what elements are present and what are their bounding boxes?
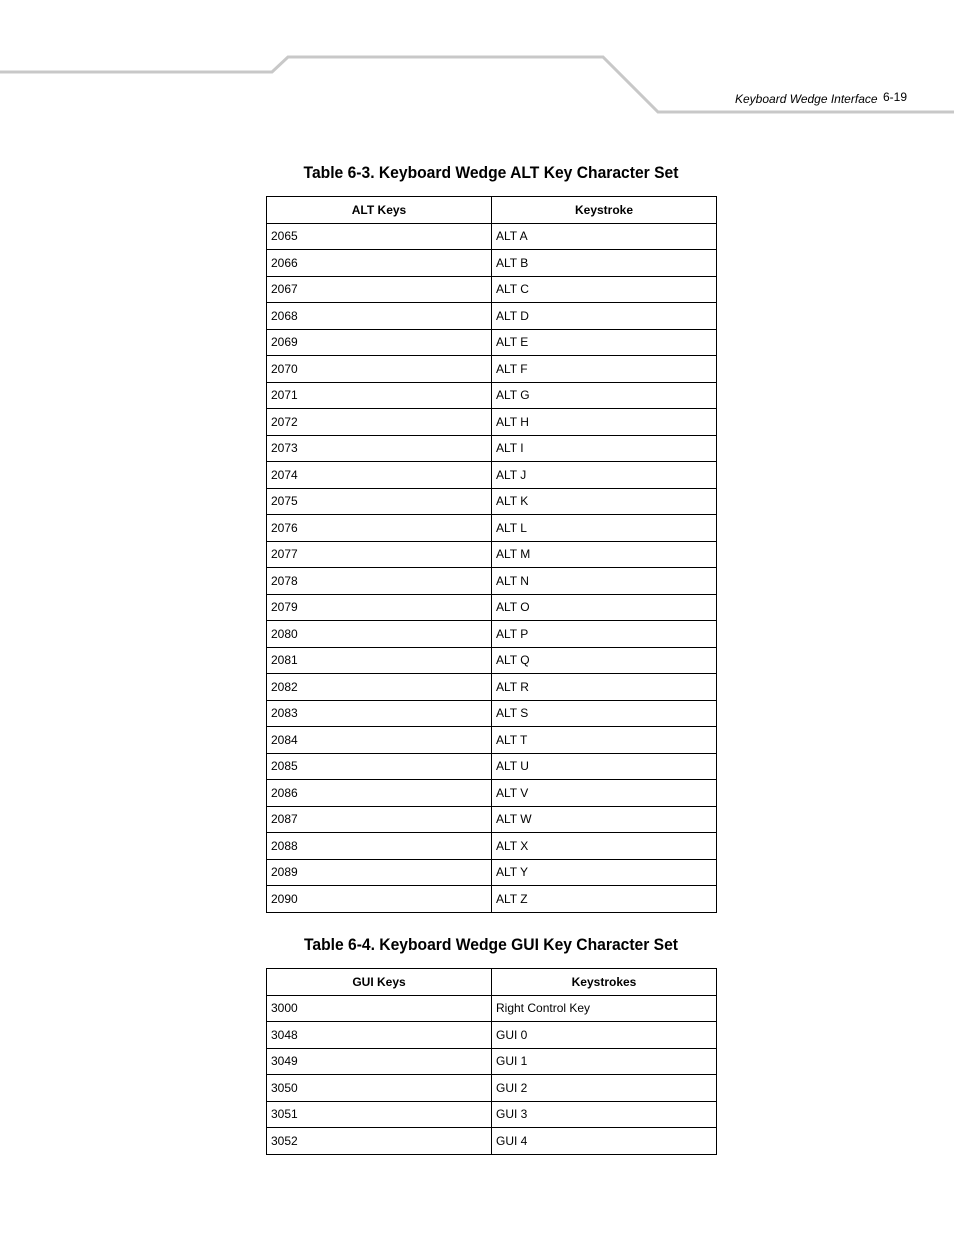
key-code-cell: 2088: [267, 833, 492, 860]
key-code-cell: 2070: [267, 356, 492, 383]
keystroke-cell: Right Control Key: [492, 995, 717, 1022]
keystroke-cell: ALT M: [492, 541, 717, 568]
keystroke-cell: GUI 1: [492, 1048, 717, 1075]
key-code-cell: 2069: [267, 329, 492, 356]
gui-key-table: [266, 968, 717, 1155]
key-code-cell: 2068: [267, 303, 492, 330]
table-gui-caption: Table 6-4. Keyboard Wedge GUI Key Character Set: [303, 935, 679, 954]
table-row: [267, 995, 717, 1022]
key-code-cell: 2074: [267, 462, 492, 489]
table-row: [267, 780, 717, 807]
table-row: [267, 1048, 717, 1075]
table-row: [267, 568, 717, 595]
keystroke-cell: ALT J: [492, 462, 717, 489]
keystroke-cell: ALT O: [492, 594, 717, 621]
table-row: [267, 541, 717, 568]
table-row: [267, 488, 717, 515]
keystroke-cell: GUI 3: [492, 1101, 717, 1128]
table-row: [267, 621, 717, 648]
header-rule: [0, 0, 954, 130]
keystroke-cell: ALT C: [492, 276, 717, 303]
table-header-row: [267, 969, 717, 996]
table-row: [267, 727, 717, 754]
key-code-cell: 3051: [267, 1101, 492, 1128]
table-row: [267, 303, 717, 330]
table-row: [267, 594, 717, 621]
page-number: 6-19: [883, 90, 908, 104]
table-row: [267, 276, 717, 303]
key-code-cell: 2087: [267, 806, 492, 833]
keystroke-cell: ALT N: [492, 568, 717, 595]
key-code-cell: 2078: [267, 568, 492, 595]
keystroke-cell: ALT E: [492, 329, 717, 356]
keystroke-cell: ALT D: [492, 303, 717, 330]
key-code-cell: 2072: [267, 409, 492, 436]
table-row: [267, 674, 717, 701]
keystroke-cell: ALT Q: [492, 647, 717, 674]
keystroke-cell: ALT X: [492, 833, 717, 860]
table-row: [267, 382, 717, 409]
table-row: [267, 806, 717, 833]
keystroke-cell: ALT W: [492, 806, 717, 833]
keystroke-cell: ALT A: [492, 223, 717, 250]
keystroke-cell: ALT Y: [492, 859, 717, 886]
key-code-cell: 2071: [267, 382, 492, 409]
keystroke-cell: ALT B: [492, 250, 717, 277]
column-header-keystroke: Keystroke: [492, 197, 717, 224]
key-code-cell: 2084: [267, 727, 492, 754]
key-code-cell: 2075: [267, 488, 492, 515]
keystroke-cell: ALT U: [492, 753, 717, 780]
table-row: [267, 435, 717, 462]
table-row: [267, 223, 717, 250]
keystroke-cell: ALT V: [492, 780, 717, 807]
key-code-cell: 2076: [267, 515, 492, 542]
key-code-cell: 2089: [267, 859, 492, 886]
table-row: [267, 409, 717, 436]
table-row: [267, 1075, 717, 1102]
table-header-row: [267, 197, 717, 224]
keystroke-cell: GUI 4: [492, 1128, 717, 1155]
key-code-cell: 2066: [267, 250, 492, 277]
table-alt-caption: Table 6-3. Keyboard Wedge ALT Key Character Set: [303, 163, 679, 182]
key-code-cell: 2077: [267, 541, 492, 568]
table-row: [267, 1101, 717, 1128]
keystroke-cell: ALT I: [492, 435, 717, 462]
column-header-gui-keys: GUI Keys: [267, 969, 492, 996]
table-row: [267, 1022, 717, 1049]
keystroke-cell: ALT R: [492, 674, 717, 701]
keystroke-cell: GUI 2: [492, 1075, 717, 1102]
key-code-cell: 2079: [267, 594, 492, 621]
key-code-cell: 3000: [267, 995, 492, 1022]
table-row: [267, 859, 717, 886]
table-row: [267, 647, 717, 674]
key-code-cell: 2086: [267, 780, 492, 807]
key-code-cell: 3052: [267, 1128, 492, 1155]
table-row: [267, 356, 717, 383]
key-code-cell: 3049: [267, 1048, 492, 1075]
key-code-cell: 3050: [267, 1075, 492, 1102]
table-row: [267, 700, 717, 727]
keystroke-cell: ALT P: [492, 621, 717, 648]
keystroke-cell: ALT S: [492, 700, 717, 727]
table-row: [267, 250, 717, 277]
keystroke-cell: ALT K: [492, 488, 717, 515]
keystroke-cell: ALT G: [492, 382, 717, 409]
key-code-cell: 2083: [267, 700, 492, 727]
key-code-cell: 2081: [267, 647, 492, 674]
key-code-cell: 2065: [267, 223, 492, 250]
table-row: [267, 462, 717, 489]
key-code-cell: 2082: [267, 674, 492, 701]
keystroke-cell: ALT L: [492, 515, 717, 542]
keystroke-cell: ALT H: [492, 409, 717, 436]
table-row: [267, 833, 717, 860]
keystroke-cell: GUI 0: [492, 1022, 717, 1049]
column-header-keystrokes: Keystrokes: [492, 969, 717, 996]
keystroke-cell: ALT F: [492, 356, 717, 383]
key-code-cell: 2080: [267, 621, 492, 648]
key-code-cell: 3048: [267, 1022, 492, 1049]
running-title: Keyboard Wedge Interface: [735, 92, 878, 106]
keystroke-cell: ALT T: [492, 727, 717, 754]
alt-key-table: [266, 196, 717, 913]
key-code-cell: 2085: [267, 753, 492, 780]
keystroke-cell: ALT Z: [492, 886, 717, 913]
column-header-alt-keys: ALT Keys: [267, 197, 492, 224]
table-row: [267, 886, 717, 913]
table-row: [267, 515, 717, 542]
key-code-cell: 2067: [267, 276, 492, 303]
key-code-cell: 2090: [267, 886, 492, 913]
table-row: [267, 329, 717, 356]
table-row: [267, 1128, 717, 1155]
key-code-cell: 2073: [267, 435, 492, 462]
table-row: [267, 753, 717, 780]
